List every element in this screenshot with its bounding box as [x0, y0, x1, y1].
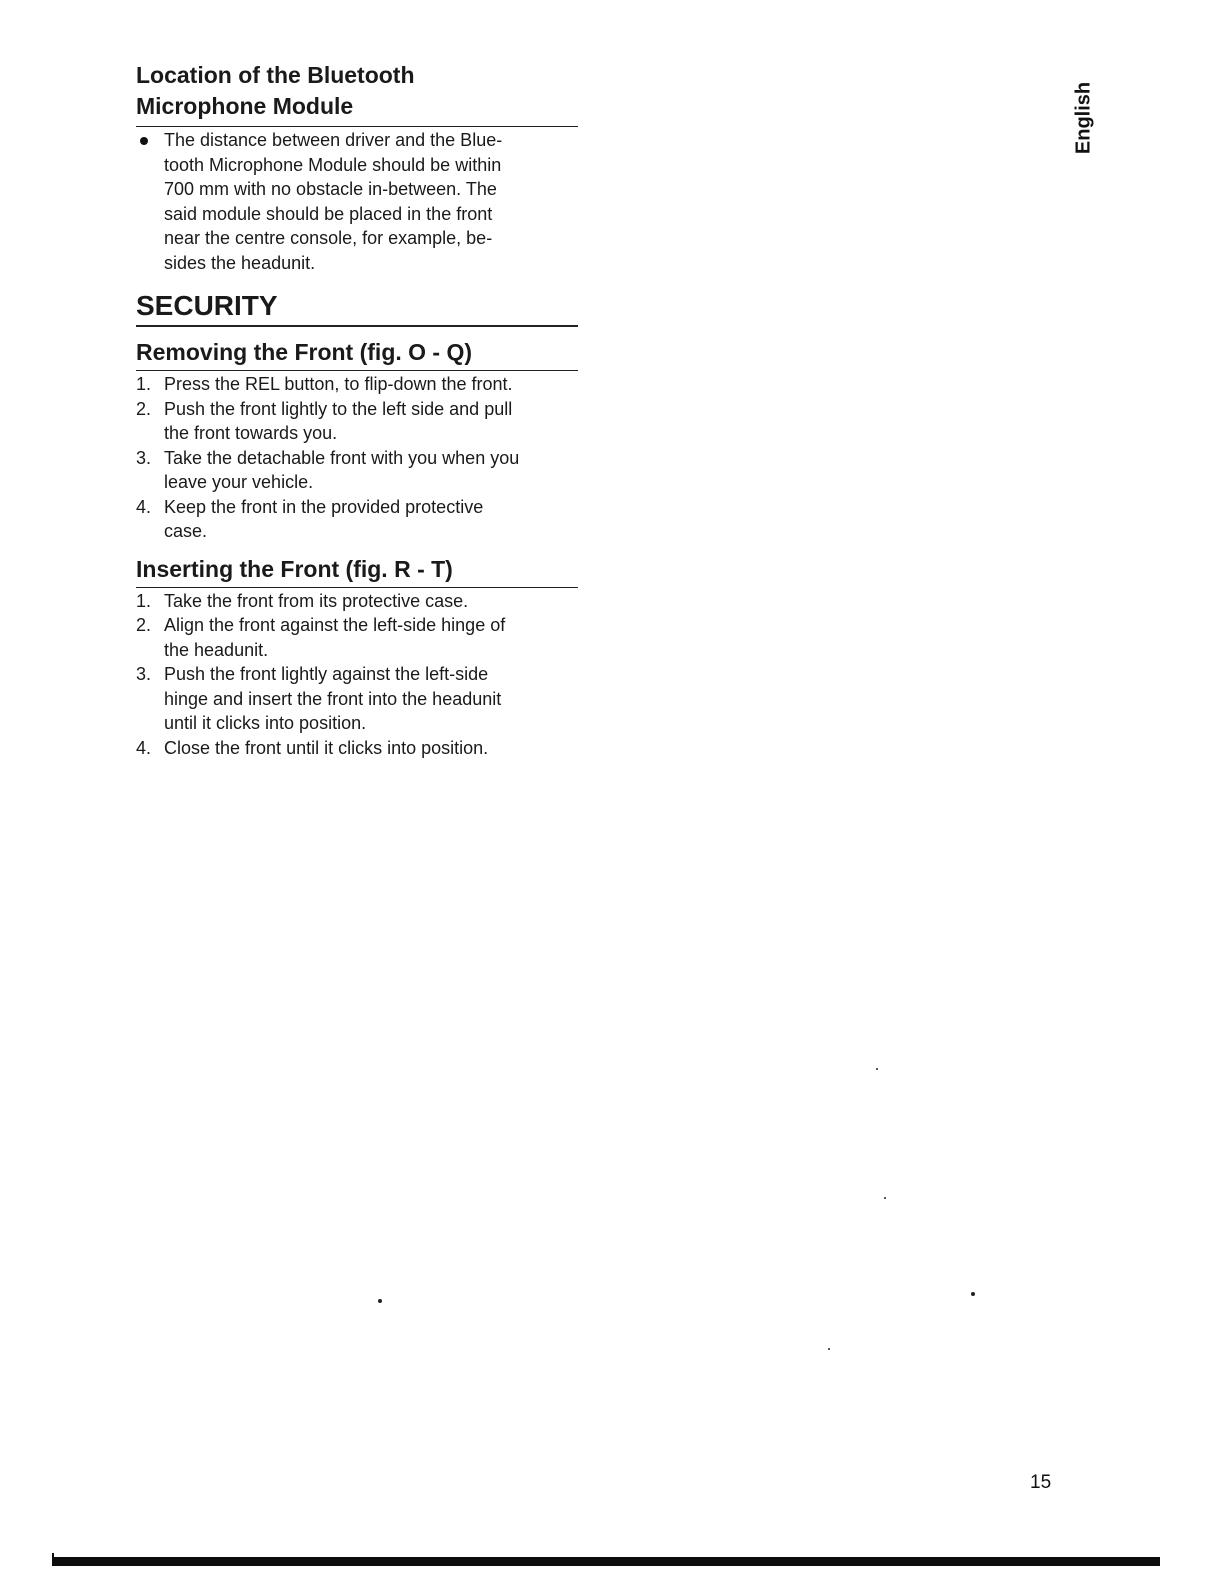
removing-steps-list [136, 372, 578, 544]
bullet-line: The distance between driver and the Blue- [164, 130, 503, 150]
step-line: Keep the front in the provided protective [164, 496, 484, 517]
bullet-line: tooth Microphone Module should be within [164, 154, 502, 175]
step-line: Push the front lightly to the left side and pull [164, 398, 513, 419]
scan-speck [828, 1348, 830, 1350]
scan-speck [876, 1068, 878, 1070]
step-number: 1. [136, 374, 152, 394]
step-number: 4. [136, 737, 152, 758]
step-line: leave your vehicle. [164, 472, 314, 492]
bullet-item [136, 128, 578, 275]
step-line: Push the front lightly against the left-side [164, 664, 489, 684]
step-number: 3. [136, 664, 152, 684]
heading-removing-front: Removing the Front (fig. O - Q) [136, 337, 578, 371]
bullet-line: 700 mm with no obstacle in-between. The [164, 179, 497, 199]
bullet-line: said module should be placed in the front [164, 203, 493, 224]
step-item [136, 495, 578, 544]
step-item [136, 372, 578, 397]
step-number: 2. [136, 615, 152, 635]
step-line: Close the front until it clicks into position. [164, 737, 489, 758]
step-number: 2. [136, 398, 152, 419]
step-number: 4. [136, 496, 152, 517]
step-line: Take the detachable front with you when you [164, 447, 520, 468]
step-item [136, 662, 578, 736]
step-line: Align the front against the left-side hinge of [164, 615, 506, 635]
footer-rule [52, 1557, 1160, 1566]
step-number: 3. [136, 447, 152, 468]
content-column [136, 60, 578, 760]
step-line: hinge and insert the front into the headunit [164, 688, 502, 709]
scan-speck [884, 1197, 886, 1199]
step-line: Take the front from its protective case. [164, 590, 469, 611]
step-item [136, 589, 578, 614]
step-item [136, 736, 578, 761]
scan-speck [971, 1292, 975, 1296]
step-line: case. [164, 521, 208, 541]
language-side-tab [1066, 76, 1102, 160]
page-number: 15 [1030, 1472, 1052, 1493]
inserting-steps-list [136, 589, 578, 761]
step-item [136, 446, 578, 495]
bullet-line: sides the headunit. [164, 252, 316, 273]
step-line: until it clicks into position. [164, 713, 367, 733]
heading-inserting-front: Inserting the Front (fig. R - T) [136, 554, 578, 588]
bluetooth-bullet-list [136, 128, 578, 275]
heading-line-1: Location of the Bluetooth [136, 62, 415, 88]
heading-line-2: Microphone Module [136, 93, 354, 119]
heading-security: SECURITY [136, 289, 578, 327]
step-number: 1. [136, 590, 152, 611]
heading-bluetooth-location [136, 60, 578, 127]
step-item [136, 613, 578, 662]
scan-speck [378, 1299, 382, 1303]
step-line: the front towards you. [164, 423, 338, 443]
bullet-dot-icon [140, 137, 148, 145]
step-line: the headunit. [164, 639, 269, 660]
bullet-line: near the centre console, for example, be- [164, 228, 493, 248]
language-label: English [1072, 81, 1095, 155]
step-item [136, 397, 578, 446]
step-line: Press the REL button, to flip-down the front. [164, 374, 513, 394]
